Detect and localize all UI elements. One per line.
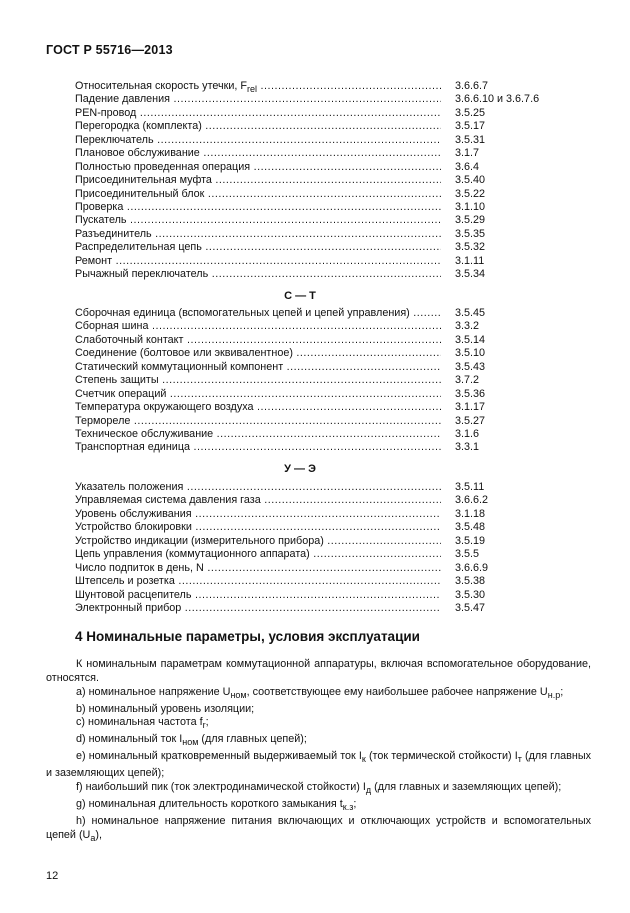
- index-term: Перегородка (комплекта) .....: [75, 120, 441, 133]
- index-entry: [75, 347, 515, 360]
- index-term: Полностью проведенная операция .....: [75, 161, 441, 174]
- index-ref: 3.5.5: [455, 548, 480, 561]
- index-entry: [75, 255, 515, 268]
- index-ref: 3.7.2: [455, 374, 480, 387]
- index-ref: 3.5.35: [455, 227, 486, 240]
- index-term: Плановое обслуживание .....: [75, 147, 441, 160]
- index-entry: [75, 494, 515, 507]
- index-ref: 3.5.17: [455, 120, 486, 133]
- index-term: Ремонт .....: [75, 255, 441, 268]
- index-entry: [75, 80, 515, 93]
- index-term: Присоединительный блок .....: [75, 188, 441, 201]
- body-paragraph: c) номинальная частота $f_r$;: [76, 716, 209, 731]
- index-term: Устройство индикации (измерительного прибора) .....: [75, 535, 441, 548]
- index-entry: [75, 161, 515, 174]
- index-term: Термореле .....: [75, 415, 441, 428]
- index-term: Слаботочный контакт .....: [75, 334, 441, 347]
- index-entry: [75, 174, 515, 187]
- section-4-body: [46, 658, 591, 846]
- index-ref: 3.5.10: [455, 347, 486, 360]
- index-entry: [75, 481, 515, 494]
- index-ref: 3.1.11: [455, 254, 485, 267]
- index-entry: [75, 415, 515, 428]
- index-ref: 3.5.32: [455, 241, 486, 254]
- index-term: Присоединительная муфта .....: [75, 174, 441, 187]
- index-term: Переключатель .....: [75, 134, 441, 147]
- index-entry: [75, 428, 515, 441]
- index-ref: 3.6.4: [455, 160, 480, 173]
- body-paragraph: d) номинальный ток $I_{ном}$ (для главных цепей);: [76, 733, 307, 748]
- index-ref: 3.5.27: [455, 414, 486, 427]
- index-term: PEN-провод .....: [75, 107, 441, 120]
- index-term: Шунтовой расцепитель .....: [75, 589, 441, 602]
- index-ref: 3.1.18: [455, 507, 486, 520]
- index-group-2: [75, 307, 515, 455]
- index-ref: 3.5.19: [455, 534, 486, 547]
- index-ref: 3.1.17: [455, 401, 486, 414]
- index-ref: 3.5.36: [455, 387, 486, 400]
- index-group-3: [75, 481, 515, 615]
- index-ref: 3.1.6: [455, 427, 480, 440]
- index-entry: [75, 441, 515, 454]
- index-entry: [75, 508, 515, 521]
- index-ref: 3.5.30: [455, 588, 486, 601]
- index-term: Пускатель .....: [75, 214, 441, 227]
- index-term: Управляемая система давления газа .....: [75, 494, 441, 507]
- index-term: Относительная скорость утечки, $F_{rel}$ .....: [75, 80, 441, 97]
- index-ref: 3.5.38: [455, 575, 486, 588]
- index-heading-u-e: У — Э: [284, 463, 316, 475]
- index-term: Цепь управления (коммутационного аппарата) .....: [75, 548, 441, 561]
- index-entry: [75, 602, 515, 615]
- index-entry: [75, 307, 515, 320]
- index-ref: 3.5.45: [455, 307, 486, 319]
- body-paragraph: а) номинальное напряжение $U_{ном}$, соответствующее ему наибольшее рабочее напряжение $U_{н.р}$;: [76, 685, 564, 700]
- index-term: Распределительная цепь .....: [75, 241, 441, 254]
- index-entry: [75, 134, 515, 147]
- index-entry: [75, 589, 515, 602]
- index-ref: 3.1.7: [455, 147, 480, 160]
- index-entry: [75, 521, 515, 534]
- index-ref: 3.6.6.7: [455, 80, 489, 92]
- index-term: Уровень обслуживания .....: [75, 508, 441, 521]
- index-entry: [75, 228, 515, 241]
- index-term: Транспортная единица .....: [75, 441, 441, 454]
- index-ref: 3.5.11: [455, 481, 485, 493]
- index-term: Степень защиты .....: [75, 374, 441, 387]
- index-entry: [75, 401, 515, 414]
- body-paragraph: f) наибольший пик (ток электродинамической стойкости) $I_д$ (для главных и заземляющих цепей);: [76, 781, 562, 796]
- body-paragraph: К номинальным параметрам коммутационной аппаратуры, включая вспомогательное оборудование, относятся.: [46, 658, 591, 684]
- index-term: Разъединитель .....: [75, 228, 441, 241]
- index-entry: [75, 388, 515, 401]
- index-ref: 3.5.25: [455, 106, 486, 119]
- index-term: Сборная шина .....: [75, 320, 441, 333]
- index-entry: [75, 214, 515, 227]
- index-heading-s-t: С — Т: [284, 290, 316, 302]
- index-term: Проверка .....: [75, 201, 441, 214]
- index-ref: 3.6.6.9: [455, 561, 489, 574]
- index-term: Счетчик операций .....: [75, 388, 441, 401]
- index-entry: [75, 334, 515, 347]
- index-group-1: [75, 80, 540, 282]
- index-entry: [75, 548, 515, 561]
- index-ref: 3.5.43: [455, 360, 486, 373]
- index-term: Статический коммутационный компонент .....: [75, 361, 441, 374]
- index-term: Техническое обслуживание .....: [75, 428, 441, 441]
- index-term: Сборочная единица (вспомогательных цепей и цепей управления) .....: [75, 307, 441, 320]
- index-entry: [75, 107, 515, 120]
- index-ref: 3.3.1: [455, 441, 480, 454]
- index-term: Электронный прибор .....: [75, 602, 441, 615]
- index-entry: [75, 268, 515, 281]
- index-entry: [75, 361, 515, 374]
- index-entry: [75, 93, 540, 106]
- document-header: ГОСТ Р 55716—2013: [46, 43, 173, 57]
- index-entry: [75, 320, 515, 333]
- index-ref: 3.5.47: [455, 601, 486, 614]
- index-ref: 3.5.48: [455, 521, 486, 534]
- section-4-title: 4 Номинальные параметры, условия эксплуатации: [75, 629, 420, 644]
- index-term: Соединение (болтовое или эквивалентное) .....: [75, 347, 441, 360]
- index-entry: [75, 374, 515, 387]
- index-term: Рычажный переключатель .....: [75, 268, 441, 281]
- index-entry: [75, 575, 515, 588]
- body-paragraph: h) номинальное напряжение питания включающих и отключающих устройств и вспомогательных цепей $(U_a)$,: [46, 814, 591, 843]
- index-ref: 3.6.6.10 и 3.6.7.6: [455, 93, 540, 106]
- index-entry: [75, 188, 515, 201]
- index-ref: 3.5.34: [455, 268, 486, 281]
- index-ref: 3.5.14: [455, 333, 486, 346]
- index-term: Число подпиток в день, N .....: [75, 562, 441, 575]
- index-term: Температура окружающего воздуха .....: [75, 401, 441, 414]
- index-entry: [75, 562, 515, 575]
- index-term: Указатель положения .....: [75, 481, 441, 494]
- page-number: 12: [46, 870, 59, 882]
- index-entry: [75, 535, 515, 548]
- body-paragraph: e) номинальный кратковременный выдерживаемый ток $I_к$ (ток термической стойкости) $I_т$ (для главных и заземляющих цепей);: [46, 750, 592, 780]
- index-entry: [75, 241, 515, 254]
- index-entry: [75, 120, 515, 133]
- index-ref: 3.5.40: [455, 174, 486, 187]
- index-ref: 3.6.6.2: [455, 494, 489, 507]
- index-entry: [75, 147, 515, 160]
- index-ref: 3.1.10: [455, 200, 486, 213]
- index-ref: 3.5.22: [455, 187, 486, 200]
- index-ref: 3.5.31: [455, 133, 486, 146]
- index-term: Штепсель и розетка .....: [75, 575, 441, 588]
- index-term: Падение давления .....: [75, 93, 441, 106]
- index-ref: 3.5.29: [455, 214, 486, 227]
- body-paragraph: b) номинальный уровень изоляции;: [76, 702, 255, 715]
- index-ref: 3.3.2: [455, 320, 480, 333]
- index-entry: [75, 201, 515, 214]
- index-term: Устройство блокировки .....: [75, 521, 441, 534]
- body-paragraph: g) номинальная длительность короткого замыкания $t_{к.з}$;: [76, 797, 357, 813]
